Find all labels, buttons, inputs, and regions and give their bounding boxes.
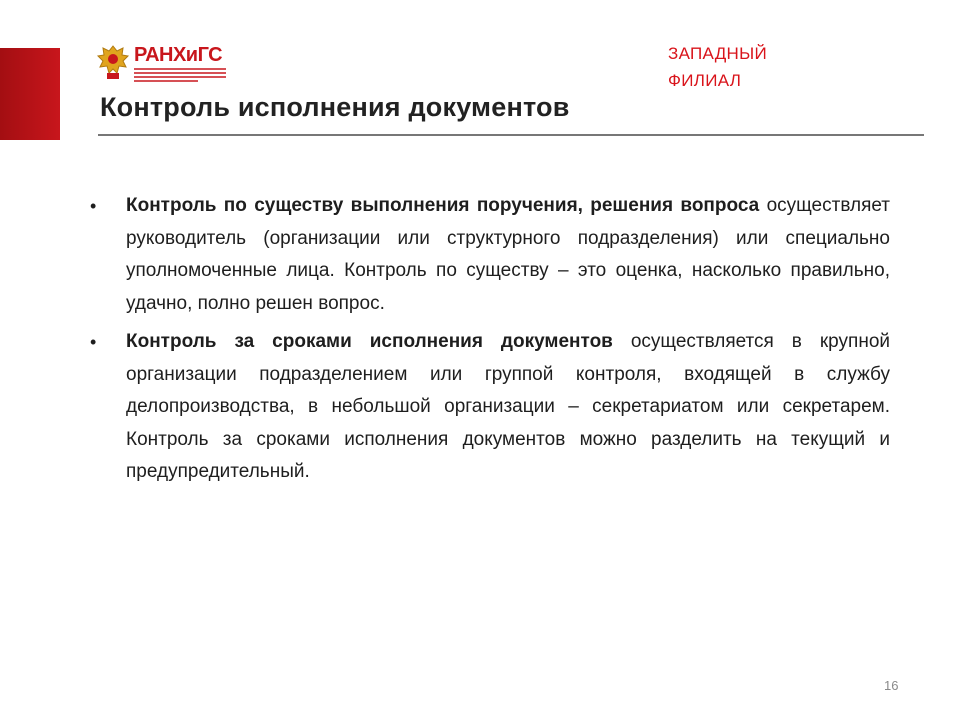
list-item: [90, 190, 890, 320]
item-bold-text: Контроль за сроками исполнения документов: [126, 331, 613, 352]
slide-title: Контроль исполнения документов: [100, 92, 570, 122]
item-text: осуществляется в крупной организации подразделением или группой контроля, входящей в службу делопроизводства, в небольшой организации – секретариатом или секретарем. Контроль за сроками исполнения документов можно разделить на текущий и предупредительный.: [126, 331, 890, 482]
ranepa-logo: [96, 42, 236, 88]
list-item: [90, 326, 890, 489]
title-divider: [98, 134, 924, 136]
branch-label: [668, 40, 767, 94]
accent-bar: [0, 48, 60, 140]
page-number: 16: [884, 678, 899, 693]
logo-text: РАНХиГС: [134, 44, 223, 66]
branch-line-2: ФИЛИАЛ: [668, 71, 742, 90]
item-bold-text: Контроль по существу выполнения поручения, решения вопроса: [126, 195, 760, 216]
eagle-emblem-icon: [96, 42, 130, 82]
item-text: осуществляет руководитель (организации или структурного подразделения) или специально уполномоченные лица. Контроль по существу – это оценка, насколько правильно, удачно, полно решен вопрос.: [126, 195, 890, 314]
slide-content: [90, 190, 890, 495]
bullet: •: [90, 332, 97, 352]
branch-line-1: ЗАПАДНЫЙ: [668, 44, 767, 63]
logo-fine-print: [134, 68, 226, 84]
bullet: •: [90, 196, 97, 216]
